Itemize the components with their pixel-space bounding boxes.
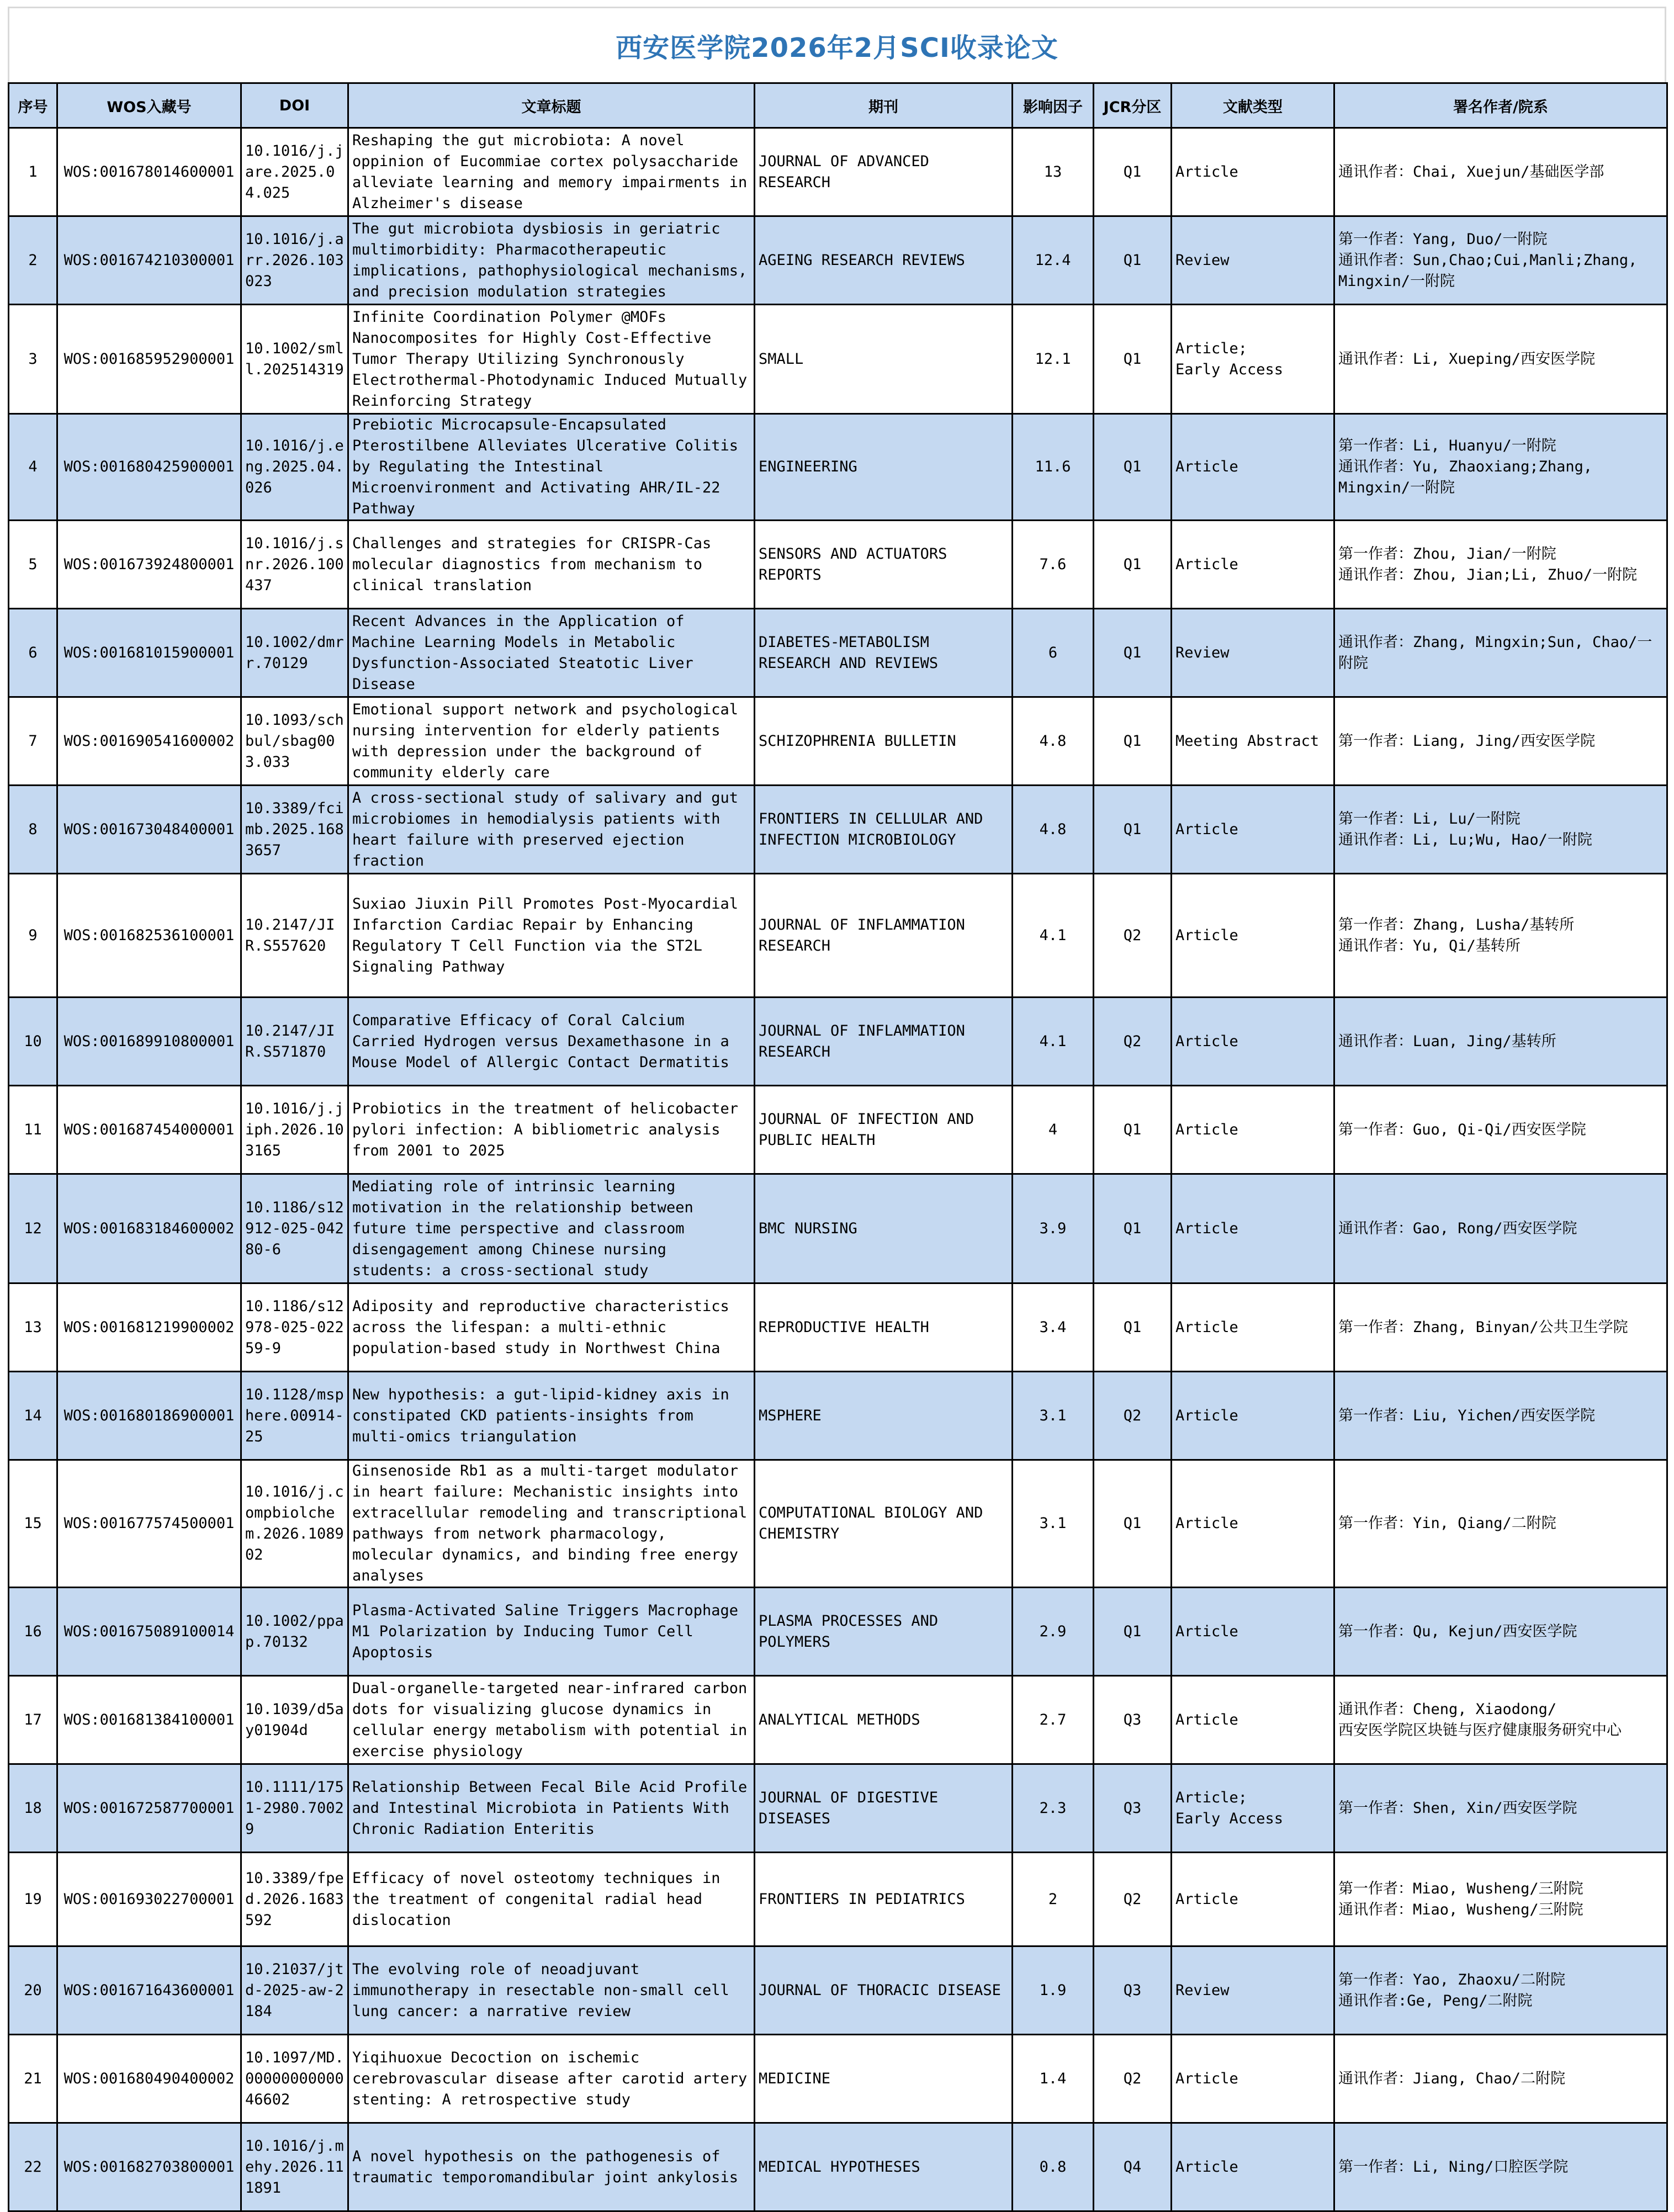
cell-doi[interactable]: 10.1016/j.arr.2026.103023 [241,216,348,305]
cell-doc-type[interactable] [1172,697,1334,786]
cell-wos[interactable]: WOS:001693022700001 [57,1853,241,1946]
cell-wos[interactable]: WOS:001673048400001 [57,786,241,874]
cell-wos[interactable]: WOS:001672587700001 [57,1764,241,1853]
cell-no[interactable]: 2 [9,216,57,305]
cell-doi[interactable]: 10.1002/ppap.70132 [241,1588,348,1676]
cell-journal[interactable]: JOURNAL OF INFLAMMATION RESEARCH [755,874,1013,998]
cell-doc-type[interactable] [1172,2035,1334,2123]
cell-authors[interactable] [1334,1853,1667,1946]
cell-wos[interactable]: WOS:001683184600002 [57,1174,241,1283]
header-doi[interactable]: DOI [241,83,348,128]
cell-impact-factor[interactable]: 1.9 [1013,1946,1094,2035]
cell-doc-type-line: Review [1175,251,1230,269]
table-row [9,1588,1667,1676]
cell-no[interactable]: 4 [9,414,57,521]
cell-wos[interactable]: WOS:001690541600002 [57,697,241,786]
cell-impact-factor[interactable]: 3.1 [1013,1372,1094,1460]
cell-doc-type-line: Review [1175,1981,1230,1999]
cell-journal[interactable]: PLASMA PROCESSES AND POLYMERS [755,1588,1013,1676]
cell-impact-factor[interactable]: 4.8 [1013,697,1094,786]
table-row [9,786,1667,874]
header-jcr[interactable]: JCR分区 [1094,83,1172,128]
cell-no[interactable]: 14 [9,1372,57,1460]
table-row [9,1853,1667,1946]
cell-authors-line: 通讯作者：Yu, Zhaoxiang;Zhang, Mingxin/一附院 [1338,458,1593,496]
cell-doc-type[interactable] [1172,1853,1334,1946]
cell-authors[interactable] [1334,609,1667,697]
cell-journal[interactable]: AGEING RESEARCH REVIEWS [755,216,1013,305]
header-journal[interactable]: 期刊 [755,83,1013,128]
cell-authors-line: 通讯作者：Jiang, Chao/二附院 [1338,2070,1566,2087]
cell-no[interactable]: 20 [9,1946,57,2035]
cell-wos[interactable]: WOS:001680490400002 [57,2035,241,2123]
cell-jcr[interactable]: Q1 [1094,786,1172,874]
cell-no[interactable]: 19 [9,1853,57,1946]
cell-doc-type-line: Article [1175,163,1238,181]
cell-authors[interactable] [1334,305,1667,414]
table-row [9,2123,1667,2211]
cell-authors[interactable] [1334,216,1667,305]
cell-authors-line: 第一作者：Li, Ning/口腔医学院 [1338,2158,1569,2176]
cell-authors-line: 第一作者：Shen, Xin/西安医学院 [1338,1799,1577,1817]
cell-doc-type-line: Article [1175,2070,1238,2087]
cell-no[interactable]: 5 [9,521,57,609]
cell-title[interactable]: The evolving role of neoadjuvant immunotherapy in resectable non-small cell lung cancer: a narrative review [348,1946,755,2035]
cell-authors[interactable] [1334,1283,1667,1372]
cell-title[interactable]: Adiposity and reproductive characteristics across the lifespan: a multi-ethnic population-based study in Northwest China [348,1283,755,1372]
cell-doi[interactable]: 10.1111/1751-2980.70029 [241,1764,348,1853]
cell-authors-line: 通讯作者：Yu, Qi/基转所 [1338,937,1521,954]
cell-doi[interactable]: 10.1002/dmrr.70129 [241,609,348,697]
cell-doc-type[interactable] [1172,1460,1334,1588]
cell-wos[interactable]: WOS:001674210300001 [57,216,241,305]
cell-doc-type-line: Article [1175,926,1238,944]
cell-jcr[interactable]: Q2 [1094,1853,1172,1946]
cell-wos[interactable]: WOS:001678014600001 [57,128,241,216]
cell-journal[interactable]: SENSORS AND ACTUATORS REPORTS [755,521,1013,609]
cell-authors[interactable] [1334,521,1667,609]
cell-journal[interactable]: JOURNAL OF ADVANCED RESEARCH [755,128,1013,216]
cell-jcr[interactable]: Q1 [1094,216,1172,305]
cell-authors[interactable] [1334,998,1667,1086]
cell-impact-factor[interactable]: 11.6 [1013,414,1094,521]
cell-doc-type[interactable] [1172,2123,1334,2211]
cell-title[interactable]: Comparative Efficacy of Coral Calcium Carried Hydrogen versus Dexamethasone in a Mouse Model of Allergic Contact Dermatitis [348,998,755,1086]
cell-impact-factor[interactable]: 2 [1013,1853,1094,1946]
cell-authors-line: 第一作者：Miao, Wusheng/三附院 [1338,1880,1583,1897]
cell-doc-type-line: Meeting Abstract [1175,732,1320,750]
cell-title[interactable]: Reshaping the gut microbiota: A novel oppinion of Eucommiae cortex polysaccharide alleviate learning and memory impairments in Alzheimer's disease [348,128,755,216]
cell-jcr[interactable]: Q1 [1094,1174,1172,1283]
cell-no[interactable]: 3 [9,305,57,414]
cell-doc-type[interactable] [1172,874,1334,998]
cell-impact-factor[interactable]: 3.9 [1013,1174,1094,1283]
cell-authors[interactable] [1334,874,1667,998]
cell-authors[interactable] [1334,128,1667,216]
cell-authors[interactable] [1334,1676,1667,1764]
cell-doi[interactable]: 10.1016/j.eng.2025.04.026 [241,414,348,521]
cell-authors[interactable] [1334,2123,1667,2211]
cell-impact-factor[interactable]: 2.3 [1013,1764,1094,1853]
cell-doc-type[interactable] [1172,1676,1334,1764]
cell-authors-line: 西安医学院区块链与医疗健康服务研究中心 [1338,1721,1622,1739]
cell-authors-line: 通讯作者：Li, Xueping/西安医学院 [1338,350,1596,368]
cell-no[interactable]: 13 [9,1283,57,1372]
cell-impact-factor[interactable]: 2.7 [1013,1676,1094,1764]
cell-journal[interactable]: JOURNAL OF DIGESTIVE DISEASES [755,1764,1013,1853]
cell-wos[interactable]: WOS:001671643600001 [57,1946,241,2035]
cell-impact-factor[interactable]: 4.8 [1013,786,1094,874]
cell-title[interactable]: Emotional support network and psychological nursing intervention for elderly patients with depression under the background of community elderly care [348,697,755,786]
cell-doc-type-line: Article [1175,820,1238,838]
cell-authors[interactable] [1334,1372,1667,1460]
cell-no[interactable]: 1 [9,128,57,216]
cell-wos[interactable]: WOS:001677574500001 [57,1460,241,1588]
cell-jcr[interactable]: Q1 [1094,609,1172,697]
cell-journal[interactable]: MSPHERE [755,1372,1013,1460]
cell-no[interactable]: 9 [9,874,57,998]
cell-authors[interactable] [1334,2035,1667,2123]
table-row [9,609,1667,697]
cell-authors-line: 第一作者：Guo, Qi-Qi/西安医学院 [1338,1121,1586,1138]
cell-doc-type-line: Article [1175,555,1238,573]
cell-jcr[interactable]: Q2 [1094,2035,1172,2123]
table-row [9,305,1667,414]
table-row [9,1946,1667,2035]
cell-doi[interactable]: 10.3389/fped.2026.1683592 [241,1853,348,1946]
cell-no[interactable]: 12 [9,1174,57,1283]
cell-journal[interactable]: BMC NURSING [755,1174,1013,1283]
cell-no[interactable]: 18 [9,1764,57,1853]
cell-doc-type[interactable] [1172,998,1334,1086]
cell-doc-type-line: Article; [1175,1789,1248,1806]
cell-title[interactable]: Yiqihuoxue Decoction on ischemic cerebrovascular disease after carotid artery stenting: A retrospective study [348,2035,755,2123]
table-row [9,1460,1667,1588]
table-row [9,128,1667,216]
cell-doc-type-line: Article [1175,1219,1238,1237]
cell-doc-type[interactable] [1172,305,1334,414]
cell-no[interactable]: 8 [9,786,57,874]
cell-impact-factor[interactable]: 3.4 [1013,1283,1094,1372]
cell-journal[interactable]: SMALL [755,305,1013,414]
header-no[interactable]: 序号 [9,83,57,128]
cell-journal[interactable]: JOURNAL OF INFLAMMATION RESEARCH [755,998,1013,1086]
cell-authors-line: 通讯作者：Li, Lu;Wu, Hao/一附院 [1338,831,1592,848]
header-impact-factor[interactable]: 影响因子 [1013,83,1094,128]
cell-jcr[interactable]: Q1 [1094,414,1172,521]
cell-doc-type-line: Review [1175,644,1230,661]
cell-title[interactable]: Efficacy of novel osteotomy techniques in the treatment of congenital radial head dislocation [348,1853,755,1946]
table-row [9,697,1667,786]
cell-doi[interactable]: 10.1097/MD.0000000000046602 [241,2035,348,2123]
header-article-title[interactable]: 文章标题 [348,83,755,128]
table-row [9,1764,1667,1853]
cell-title[interactable]: Challenges and strategies for CRISPR-Cas molecular diagnostics from mechanism to clinical translation [348,521,755,609]
table-body [9,128,1667,2211]
cell-doi[interactable]: 10.1186/s12978-025-02259-9 [241,1283,348,1372]
table-row [9,521,1667,609]
table-row [9,998,1667,1086]
cell-no[interactable]: 6 [9,609,57,697]
cell-doc-type[interactable] [1172,1588,1334,1676]
cell-authors-line: 第一作者：Liang, Jing/西安医学院 [1338,732,1596,750]
cell-doc-type[interactable] [1172,216,1334,305]
cell-title[interactable]: Probiotics in the treatment of helicobacter pylori infection: A bibliometric analysis from 2001 to 2025 [348,1086,755,1174]
cell-jcr[interactable]: Q2 [1094,874,1172,998]
cell-impact-factor[interactable]: 7.6 [1013,521,1094,609]
cell-jcr[interactable]: Q1 [1094,305,1172,414]
cell-journal[interactable]: ENGINEERING [755,414,1013,521]
table-row [9,414,1667,521]
table-row [9,1283,1667,1372]
cell-jcr[interactable]: Q1 [1094,521,1172,609]
papers-table [8,82,1668,2212]
cell-authors-line: 第一作者：Yin, Qiang/二附院 [1338,1515,1556,1532]
cell-authors-line: 第一作者：Zhang, Binyan/公共卫生学院 [1338,1318,1628,1336]
cell-title[interactable]: Mediating role of intrinsic learning motivation in the relationship between future time perspective and classroom disengagement among Chinese nursing students: a cross-sectional study [348,1174,755,1283]
cell-jcr[interactable]: Q1 [1094,1588,1172,1676]
cell-jcr[interactable]: Q2 [1094,998,1172,1086]
cell-doc-type[interactable] [1172,128,1334,216]
cell-wos[interactable]: WOS:001680186900001 [57,1372,241,1460]
cell-doi[interactable]: 10.1128/msphere.00914-25 [241,1372,348,1460]
table-row [9,216,1667,305]
cell-authors-line: 第一作者：Li, Huanyu/一附院 [1338,437,1556,454]
cell-journal[interactable]: SCHIZOPHRENIA BULLETIN [755,697,1013,786]
cell-doi[interactable]: 10.1002/smll.202514319 [241,305,348,414]
cell-doc-type[interactable] [1172,1174,1334,1283]
cell-authors-line: 第一作者：Qu, Kejun/西安医学院 [1338,1622,1577,1640]
cell-doi[interactable]: 10.1039/d5ay01904d [241,1676,348,1764]
header-wos[interactable]: WOS入藏号 [57,83,241,128]
cell-wos[interactable]: WOS:001689910800001 [57,998,241,1086]
cell-journal[interactable]: JOURNAL OF INFECTION AND PUBLIC HEALTH [755,1086,1013,1174]
cell-authors-line: 通讯作者：Sun,Chao;Cui,Manli;Zhang, Mingxin/一附院 [1338,251,1638,290]
cell-authors-line: 通讯作者：Miao, Wusheng/三附院 [1338,1901,1583,1918]
cell-journal[interactable]: COMPUTATIONAL BIOLOGY AND CHEMISTRY [755,1460,1013,1588]
cell-jcr[interactable]: Q2 [1094,1372,1172,1460]
cell-journal[interactable]: FRONTIERS IN PEDIATRICS [755,1853,1013,1946]
cell-doc-type[interactable] [1172,1086,1334,1174]
cell-authors[interactable] [1334,786,1667,874]
cell-doc-type-line: Article [1175,1890,1238,1908]
cell-title[interactable]: Infinite Coordination Polymer @MOFs Nanocomposites for Highly Cost-Effective Tumor Therapy Utilizing Synchronously Electrothermal-Photodynamic Induced Mutually Reinforcing Strategy [348,305,755,414]
cell-doc-type-line: Article [1175,1711,1238,1728]
cell-journal[interactable]: REPRODUCTIVE HEALTH [755,1283,1013,1372]
cell-authors-line: 通讯作者：Gao, Rong/西安医学院 [1338,1219,1577,1237]
cell-doc-type[interactable] [1172,521,1334,609]
cell-wos[interactable]: WOS:001675089100014 [57,1588,241,1676]
cell-doi[interactable]: 10.1016/j.jare.2025.04.025 [241,128,348,216]
cell-authors[interactable] [1334,414,1667,521]
cell-no[interactable]: 17 [9,1676,57,1764]
cell-doc-type-line: Early Access [1175,1810,1284,1827]
cell-jcr[interactable]: Q4 [1094,2123,1172,2211]
cell-jcr[interactable]: Q3 [1094,1764,1172,1853]
cell-journal[interactable]: JOURNAL OF THORACIC DISEASE [755,1946,1013,2035]
cell-authors-line: 通讯作者：Cheng, Xiaodong/ [1338,1700,1557,1718]
cell-doc-type-line: Article [1175,1032,1238,1050]
cell-impact-factor[interactable]: 4.1 [1013,998,1094,1086]
table-row [9,2035,1667,2123]
cell-impact-factor[interactable]: 6 [1013,609,1094,697]
cell-impact-factor[interactable]: 12.1 [1013,305,1094,414]
cell-doc-type-line: Article [1175,1121,1238,1138]
cell-jcr[interactable]: Q1 [1094,1460,1172,1588]
cell-jcr[interactable]: Q1 [1094,697,1172,786]
cell-title[interactable]: Ginsenoside Rb1 as a multi-target modulator in heart failure: Mechanistic insights into extracellular remodeling and transcriptional pathways from network pharmacology, molecular dynamics, and binding free energy analyses [348,1460,755,1588]
cell-doc-type-line: Article [1175,1318,1238,1336]
cell-wos[interactable]: WOS:001685952900001 [57,305,241,414]
cell-no[interactable]: 22 [9,2123,57,2211]
cell-wos[interactable]: WOS:001682703800001 [57,2123,241,2211]
cell-authors[interactable] [1334,1460,1667,1588]
cell-journal[interactable]: MEDICINE [755,2035,1013,2123]
cell-wos[interactable]: WOS:001673924800001 [57,521,241,609]
cell-impact-factor[interactable]: 4.1 [1013,874,1094,998]
cell-doi[interactable]: 10.1016/j.jiph.2026.103165 [241,1086,348,1174]
cell-doi[interactable]: 10.2147/JIR.S571870 [241,998,348,1086]
cell-no[interactable]: 11 [9,1086,57,1174]
header-row [9,83,1667,128]
table-row [9,1174,1667,1283]
cell-authors-line: 第一作者：Zhou, Jian/一附院 [1338,545,1556,563]
cell-impact-factor[interactable]: 0.8 [1013,2123,1094,2211]
cell-journal[interactable]: ANALYTICAL METHODS [755,1676,1013,1764]
cell-journal[interactable]: DIABETES-METABOLISM RESEARCH AND REVIEWS [755,609,1013,697]
cell-no[interactable]: 21 [9,2035,57,2123]
cell-authors[interactable] [1334,1086,1667,1174]
cell-jcr[interactable]: Q1 [1094,1086,1172,1174]
cell-doc-type-line: Article [1175,458,1238,475]
header-doc-type[interactable]: 文献类型 [1172,83,1334,128]
cell-authors-line: 通讯作者:Ge, Peng/二附院 [1338,1992,1533,2009]
cell-authors[interactable] [1334,1946,1667,2035]
table-row [9,1676,1667,1764]
cell-authors-line: 第一作者：Liu, Yichen/西安医学院 [1338,1407,1596,1424]
cell-doc-type-line: Article [1175,2158,1238,2176]
cell-authors-line: 第一作者：Yang, Duo/一附院 [1338,230,1548,248]
cell-title[interactable]: New hypothesis: a gut-lipid-kidney axis in constipated CKD patients-insights from multi-omics triangulation [348,1372,755,1460]
cell-wos[interactable]: WOS:001681015900001 [57,609,241,697]
cell-title[interactable]: Suxiao Jiuxin Pill Promotes Post-Myocardial Infarction Cardiac Repair by Enhancing Regulatory T Cell Function via the ST2L Signaling Pathway [348,874,755,998]
cell-wos[interactable]: WOS:001681219900002 [57,1283,241,1372]
sheet-title: 西安医学院2026年2月SCI收录论文 [8,7,1666,82]
spreadsheet [8,7,1666,2212]
cell-title[interactable]: Relationship Between Fecal Bile Acid Profile and Intestinal Microbiota in Patients With Chronic Radiation Enteritis [348,1764,755,1853]
cell-authors-line: 第一作者：Zhang, Lusha/基转所 [1338,916,1575,933]
cell-doi[interactable]: 10.21037/jtd-2025-aw-2184 [241,1946,348,2035]
cell-wos[interactable]: WOS:001681384100001 [57,1676,241,1764]
cell-authors-line: 通讯作者：Chai, Xuejun/基础医学部 [1338,163,1604,181]
cell-title[interactable]: Recent Advances in the Application of Machine Learning Models in Metabolic Dysfunction-Associated Steatotic Liver Disease [348,609,755,697]
cell-doi[interactable]: 10.1186/s12912-025-04280-6 [241,1174,348,1283]
cell-journal[interactable]: FRONTIERS IN CELLULAR AND INFECTION MICROBIOLOGY [755,786,1013,874]
cell-doi[interactable]: 10.3389/fcimb.2025.1683657 [241,786,348,874]
cell-authors[interactable] [1334,1174,1667,1283]
table-row [9,1086,1667,1174]
cell-impact-factor[interactable]: 4 [1013,1086,1094,1174]
cell-doc-type[interactable] [1172,1372,1334,1460]
cell-impact-factor[interactable]: 13 [1013,128,1094,216]
cell-title[interactable]: The gut microbiota dysbiosis in geriatric multimorbidity: Pharmacotherapeutic implications, pathophysiological mechanisms, and precision modulation strategies [348,216,755,305]
cell-authors-line: 第一作者：Li, Lu/一附院 [1338,810,1521,827]
cell-doc-type[interactable] [1172,786,1334,874]
header-authors[interactable]: 署名作者/院系 [1334,83,1667,128]
cell-authors-line: 通讯作者：Zhou, Jian;Li, Zhuo/一附院 [1338,566,1638,583]
cell-doi[interactable]: 10.2147/JIR.S557620 [241,874,348,998]
table-row [9,1372,1667,1460]
cell-authors-line: 通讯作者：Luan, Jing/基转所 [1338,1032,1556,1050]
cell-title[interactable]: A novel hypothesis on the pathogenesis of traumatic temporomandibular joint ankylosis [348,2123,755,2211]
cell-wos[interactable]: WOS:001682536100001 [57,874,241,998]
cell-title[interactable]: A cross-sectional study of salivary and gut microbiomes in hemodialysis patients with heart failure with preserved ejection fraction [348,786,755,874]
cell-impact-factor[interactable]: 12.4 [1013,216,1094,305]
cell-doc-type-line: Article [1175,1515,1238,1532]
cell-doc-type-line: Early Access [1175,360,1284,378]
cell-impact-factor[interactable]: 1.4 [1013,2035,1094,2123]
cell-doc-type-line: Article [1175,1622,1238,1640]
cell-no[interactable]: 7 [9,697,57,786]
cell-doi[interactable]: 10.1093/schbul/sbag003.033 [241,697,348,786]
cell-doc-type[interactable] [1172,609,1334,697]
cell-doi[interactable]: 10.1016/j.snr.2026.100437 [241,521,348,609]
cell-jcr[interactable]: Q1 [1094,1283,1172,1372]
cell-authors[interactable] [1334,1764,1667,1853]
cell-title[interactable]: Plasma-Activated Saline Triggers Macrophage M1 Polarization by Inducing Tumor Cell Apoptosis [348,1588,755,1676]
cell-doc-type[interactable] [1172,1283,1334,1372]
cell-wos[interactable]: WOS:001680425900001 [57,414,241,521]
cell-authors[interactable] [1334,697,1667,786]
cell-doc-type-line: Article [1175,1407,1238,1424]
cell-doc-type[interactable] [1172,1764,1334,1853]
cell-doi[interactable]: 10.1016/j.mehy.2026.111891 [241,2123,348,2211]
cell-title[interactable]: Dual-organelle-targeted near-infrared carbon dots for visualizing glucose dynamics in cellular energy metabolism with potential in exercise physiology [348,1676,755,1764]
cell-doc-type-line: Article; [1175,340,1248,357]
table-row [9,874,1667,998]
cell-doc-type[interactable] [1172,414,1334,521]
cell-authors-line: 第一作者：Yao, Zhaoxu/二附院 [1338,1971,1566,1988]
cell-impact-factor[interactable]: 2.9 [1013,1588,1094,1676]
cell-doc-type[interactable] [1172,1946,1334,2035]
cell-doi[interactable]: 10.1016/j.compbiolchem.2026.108902 [241,1460,348,1588]
cell-impact-factor[interactable]: 3.1 [1013,1460,1094,1588]
cell-title[interactable]: Prebiotic Microcapsule-Encapsulated Pterostilbene Alleviates Ulcerative Colitis by Regulating the Intestinal Microenvironment and Activating AHR/IL-22 Pathway [348,414,755,521]
cell-authors-line: 通讯作者：Zhang, Mingxin;Sun, Chao/一附院 [1338,633,1652,672]
cell-jcr[interactable]: Q3 [1094,1676,1172,1764]
cell-journal[interactable]: MEDICAL HYPOTHESES [755,2123,1013,2211]
cell-jcr[interactable]: Q3 [1094,1946,1172,2035]
cell-no[interactable]: 10 [9,998,57,1086]
cell-no[interactable]: 16 [9,1588,57,1676]
cell-wos[interactable]: WOS:001687454000001 [57,1086,241,1174]
cell-no[interactable]: 15 [9,1460,57,1588]
cell-jcr[interactable]: Q1 [1094,128,1172,216]
cell-authors[interactable] [1334,1588,1667,1676]
